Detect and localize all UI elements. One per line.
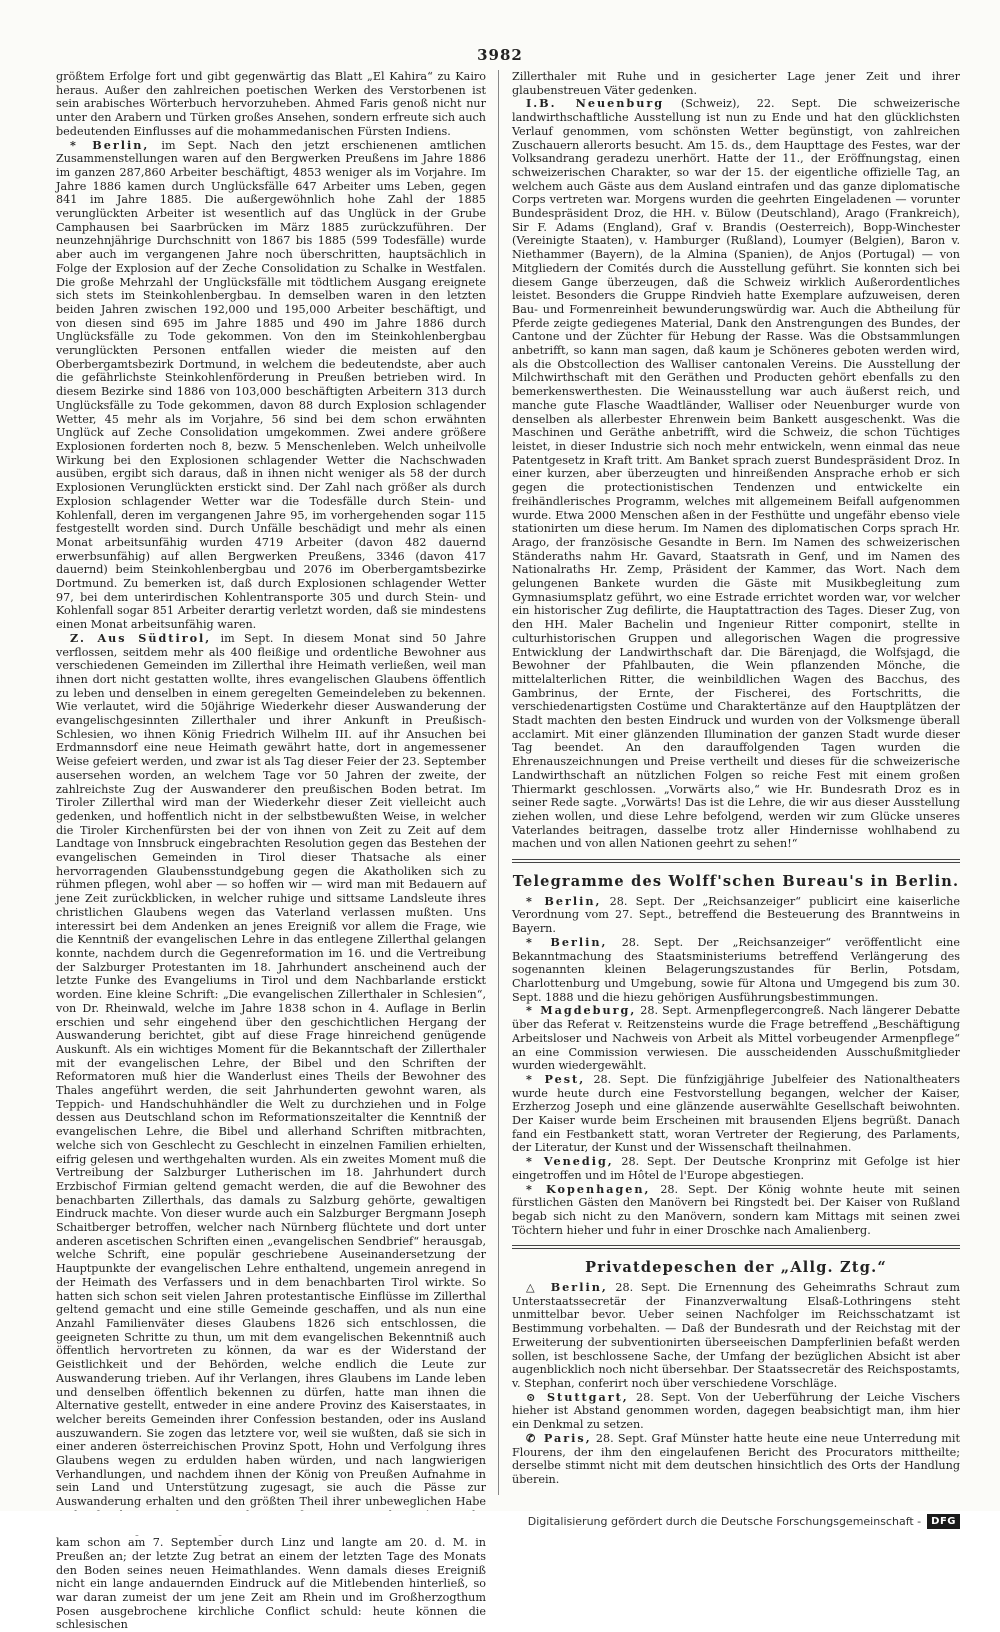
left-column: [56, 70, 486, 1632]
dateline: * Pest,: [526, 1071, 586, 1086]
article-paragraph: [512, 1073, 960, 1155]
article-paragraph: [512, 1004, 960, 1073]
article-paragraph: [56, 632, 486, 1632]
paragraph-text: größtem Erfolge fort und gibt gegenwärtig das Blatt „El Kahira“ zu Kairo heraus. Außer den zahlreichen poetischen Werken des Verstorbenen ist sein arabisches Wörterbuch hervorzuheben. Ahmed Faris genoß nicht nur unter den Arabern und Türken großes Ansehen, sondern erfreute sich auch bedeutenden Einflusses auf die mohammedanischen Fürsten Indiens.: [56, 70, 486, 138]
dfg-logo: DFG: [927, 1514, 960, 1529]
article-paragraph: [512, 1183, 960, 1238]
article-paragraph: [512, 1391, 960, 1432]
paragraph-text: im Sept. Nach den jetzt erschienenen amtlichen Zusammenstellungen waren auf den Bergwerken Preußens im Jahre 1886 im ganzen 287,860 Arbeiter beschäftigt, 4853 weniger als im Vorjahre. Im Jahre 1886 kamen durch Unglücksfälle 647 Arbeiter ums Leben, gegen 841 im Jahre 1885. Die außergewöhnlich hohe Zahl der 1885 verunglückten Arbeiter ist wesentlich auf das Unglück in der Grube Camphausen bei Saarbrücken im März 1885 zurückzuführen. Der neunzehnjährige Durchschnitt von 1867 bis 1885 (599 Todesfälle) wurde aber auch im vergangenen Jahre noch überschritten, hauptsächlich in Folge der Explosion auf der Zeche Consolidation zu Schalke in Westfalen. Die große Mehrzahl der Unglücksfälle mit tödtlichem Ausgang ereignete sich stets im Steinkohlenbergbau. In demselben waren in den letzten beiden Jahren zwischen 192,000 und 195,000 Arbeiter beschäftigt, und von diesen sind 695 im Jahre 1885 und 490 im Jahre 1886 durch Unglücksfälle zu Tode gekommen. Von den im Steinkohlenbergbau verunglückten Personen entfallen wieder die meisten auf den Oberbergamtsbezirk Dortmund, in welchem die bedeutendste, aber auch die gefährlichste Steinkohlenförderung in Preußen betrieben wird. In diesem Bezirke sind 1886 von 103,000 beschäftigten Arbeitern 313 durch Unglücksfälle zu Tode gekommen, davon 88 durch Explosion schlagender Wetter, 45 mehr als im Vorjahre, 56 sind bei dem schon erwähnten Unglück auf Zeche Consolidation umgekommen. Zwei andere größere Explosionen forderten noch 8, bezw. 5 Menschenleben. Welch unheilvolle Wirkung bei den Explosionen schlagender Wetter die Nachschwaden ausüben, ergibt sich daraus, daß in ihnen nicht weniger als 58 der durch Explosionen Verunglückten erstickt sind. Der Zahl nach größer als durch Explosion schlagender Wetter war die Todesfälle durch Stein- und Kohlenfall, deren im vergangenen Jahre 95, im vorhergehenden sogar 115 festgestellt worden sind. Durch Unfälle beschädigt und mehr als einen Monat arbeitsunfähig wurden 4719 Arbeiter (davon 482 dauernd erwerbsunfähig) auf allen Bergwerken Preußens, 3346 (davon 417 dauernd) beim Steinkohlenbergbau und 2076 im Oberbergamtsbezirke Dortmund. Zu bemerken ist, daß durch Explosionen schlagender Wetter 97, bei dem unterirdischen Kohlentransporte 305 und durch Stein- und Kohlenfall sogar 851 Arbeiter derartig verletzt worden, daß sie mindestens einen Monat arbeitsunfähig waren.: [56, 138, 486, 632]
article-paragraph: [512, 1155, 960, 1182]
article-paragraph: [512, 1432, 960, 1487]
dateline: ⊙ Stuttgart,: [526, 1389, 629, 1404]
section-heading: Privatdepeschen der „Allg. Ztg.“: [585, 1259, 887, 1277]
paragraph-text: 28. Sept. Von der Ueberführung der Leiche Vischers hieher ist Abstand genommen worden, dagegen beabsichtigt man, ihm hier ein Denkmal zu setzen.: [512, 1390, 960, 1432]
dateline: ✆ Paris,: [526, 1430, 592, 1445]
paragraph-text: im Sept. In diesem Monat sind 50 Jahre verflossen, seitdem mehr als 400 fleißige und ordentliche Bewohner aus verschiedenen Gemeinden im Zillerthal ihre Heimath verließen, weil man ihnen dort nicht gestatten wollte, ihres evangelischen Glaubens öffentlich zu leben und denselben in einem geregelten Gemeindeleben zu bekennen. Wie verlautet, wird die 50jährige Wiederkehr dieser Auswanderung der evangelischgesinnten Zillerthaler und ihrer Ankunft in Preußisch-Schlesien, wo ihnen König Friedrich Wilhelm III. auf ihr Ansuchen bei Erdmannsdorf eine neue Heimath gewährt hatte, dort in angemessener Weise gefeiert werden, und zwar ist als Tag dieser Feier der 23. September ausersehen worden, an welchem Tage vor 50 Jahren der zweite, der zahlreichste Zug der Auswanderer den preußischen Boden betrat. Im Tiroler Zillerthal wird man der Wiederkehr dieser Zeit vielleicht auch gedenken, und hoffentlich nicht in der selbstbewußten Weise, in welcher die Tiroler Kirchenfürsten bei der von ihnen von Zeit zu Zeit auf dem Landtage von Innsbruck eingebrachten Resolution gegen das Bestehen der evangelischen Gemeinden in Tirol dieser Thatsache als einer hervorragenden Glaubensstundgebung gegen die Akatholiken sich zu rühmen pflegen, wohl aber — so hoffen wir — wird man mit Bedauern auf jene Zeit zurückblicken, in welcher ruhige und sittsame Landsleute ihres christlichen Glaubens wegen das Vaterland verlassen mußten. Uns interessirt bei dem Andenken an jenes Ereigniß vor allem die Frage, wie die Kenntniß der evangelischen Lehre in das entlegene Zillerthal gelangen konnte, nachdem durch die Gegenreformation im 16. und die Vertreibung der Salzburger Protestanten im 18. Jahrhundert anscheinend auch der letzte Funke des Evangeliums in Tirol und dem Nachbarlande erstickt worden. Eine kleine Schrift: „Die evangelischen Zillerthaler in Schlesien“, von Dr. Rheinwald, welche im Jahre 1838 schon in 4. Auflage in Berlin erschien und sehr eingehend über den geschichtlichen Hergang der Auswanderung berichtet, gibt auf diese Frage hinreichend genügende Auskunft. Als ein wichtiges Moment für die Bekanntschaft der Zillerthaler mit der evangelischen Lehre, der Bibel und den Schriften der Reformatoren muß hier die Wanderlust eines Theils der Bewohner des Thales angeführt werden, die seit Jahrhunderten gewohnt waren, als Teppich- und Handschuhhändler die Welt zu durchziehen und in Folge dessen aus Deutschland schon im Reformationszeitalter die Kenntniß der evangelischen Lehre, die Bibel und allerhand Schriften mitbrachten, welche sich von Geschlecht zu Geschlecht in einzelnen Familien erhielten, eifrig gelesen und werthgehalten wurden. Als ein zweites Moment muß die Vertreibung der Salzburger Lutherischen im 18. Jahrhundert durch Erzbischof Firmian geltend gemacht werden, die auf die Bewohner des benachbarten Zillerthals, das damals zu Salzburg gehörte, gewaltigen Eindruck machte. Von dieser wurde auch ein Salzburger Bergmann Joseph Schaitberger betroffen, welcher nach Nürnberg flüchtete und dort unter anderen ascetischen Schriften einen „evangelischen Sendbrief“ herausgab, welche Schrift, eine populär geschriebene Auseinandersetzung der Hauptpunkte der evangelischen Lehre enthaltend, ungemein anregend in der Heimath des Verfassers und in dem benachbarten Tirol wirkte. So hatten sich schon seit vielen Jahren protestantische Einflüsse im Zillerthal geltend gemacht und eine stille Gemeinde geschaffen, und als nun eine Anzahl Familienväter dieses Glaubens 1826 sich entschlossen, die geeigneten Schritte zu thun, um mit dem evangelischen Bekenntniß auch öffentlich hervortreten zu können, da war es der Widerstand der Geistlichkeit und der Behörden, welche endlich die Leute zur Auswanderung trieben. Auf ihr Verlangen, ihres Glaubens im Lande leben und denselben öffentlich bekennen zu dürfen, hatte man ihnen die Alternative gestellt, entweder in eine andere Provinz des Kaiserstaates, in welcher bereits Gemeinden ihrer Confession bestanden, oder ins Ausland auszuwandern. Sie zogen das letztere vor, weil sie wußten, daß sie sich in einer anderen österreichischen Provinz Spott, Hohn und Verfolgung ihres Glaubens wegen zu erdulden haben würden, und nach langwierigen Verhandlungen, und nachdem ihnen der König von Preußen Aufnahme in sein Land und Unterstützung zugesagt, sie auch die Pässe zur Auswanderung erhalten und den größten Theil ihrer unbeweglichen Habe kam schon am 7. September durch Linz und langte am 20. d. M. in Preußen an; der letzte Zug betrat an einem der letzten Tage des Monats den Boden seines neuen Heimathlandes. Wenn damals dieses Ereigniß nicht ein lange andauernden Eindruck auf die Mitlebenden hinterließ, so war daran zumeist der um jene Zeit am Rhein und im Großherzogthum Posen ausgebrochene kirchliche Conflict schuld: heute können die schlesischen: [56, 631, 486, 1632]
paragraph-text: 28. Sept. Die Ernennung des Geheimraths Schraut zum Unterstaatssecretär der Finanzverwaltung Elsaß-Lothringens steht unmittelbar bevor. Ueber seinen Nachfolger im Reichsschatzamt ist Bestimmung vorbehalten. — Daß der Bundesrath und der Reichstag mit der Erweiterung der subventionirten überseeischen Dampferlinien befaßt werden sollen, ist beschlossene Sache, der Umfang der bezüglichen Absicht ist aber augenblicklich noch nicht übersehbar. Der Staatssecretär des Reichspostamts, v. Stephan, conferirt noch über verschiedene Vorschläge.: [512, 1281, 960, 1390]
paragraph-text: Zillerthaler mit Ruhe und in gesicherter Lage jener Zeit und ihrer glaubenstreuen Väter gedenken.: [512, 70, 960, 97]
column-divider: [498, 70, 499, 1495]
dateline: * Kopenhagen,: [526, 1181, 651, 1196]
paragraph-text: 28. Sept. Der „Reichsanzeiger“ publicirt eine kaiserliche Verordnung vom 27. Sept., betreffend die Besteuerung des Branntweins in Bayern.: [512, 894, 960, 936]
paragraph-text: 28. Sept. Der „Reichsanzeiger“ veröffentlicht eine Bekanntmachung des Staatsministeriums betreffend Verlängerung des sogenannten kleinen Belagerungszustandes für Berlin, Potsdam, Charlottenburg und Umgebung, sowie für Altona und Umgegend bis zum 30. Sept. 1888 und die hiezu gehörigen Ausführungsbestimmungen.: [512, 935, 961, 1004]
dateline: * Venedig,: [526, 1154, 614, 1169]
article-paragraph: [512, 97, 960, 851]
dateline: I.B. Neuenburg: [526, 96, 665, 111]
section-heading: Telegramme des Wolff'schen Bureau's in Berlin.: [512, 873, 960, 891]
dateline: △ Berlin,: [526, 1280, 608, 1295]
article-paragraph: [56, 139, 486, 632]
section-rule: [512, 1245, 960, 1246]
article-paragraph: [56, 70, 486, 139]
dateline: Z. Aus Südtirol,: [70, 630, 212, 645]
dateline: * Berlin,: [526, 893, 602, 908]
paragraph-text: 28. Sept. Der König wohnte heute mit seinen fürstlichen Gästen den Manövern bei Ringstedt bei. Der Kaiser von Rußland begab sich nicht zu den Manövern, sondern kam Mittags mit seinen zwei Töchtern hieher und fuhr in einer Droschke nach Amalienberg.: [512, 1182, 960, 1237]
article-paragraph: [512, 70, 960, 97]
section-rule: [512, 1248, 960, 1249]
dateline: * Berlin,: [70, 137, 150, 152]
footer: [528, 1514, 960, 1529]
section-rule: [512, 859, 960, 860]
article-paragraph: [512, 936, 960, 1005]
paragraph-text: 28. Sept. Der Deutsche Kronprinz mit Gefolge ist hier eingetroffen und im Hôtel de l'Europe abgestiegen.: [512, 1155, 961, 1182]
paragraph-text: 28. Sept. Graf Münster hatte heute eine neue Unterredung mit Flourens, der ihm den eingelaufenen Bericht des Procurators mittheilte; derselbe stimmt nicht mit dem deutschen hinsichtlich des Orts der Handlung überein.: [512, 1431, 960, 1486]
section-rule: [512, 862, 960, 863]
article-paragraph: [512, 1281, 960, 1391]
dateline: * Magdeburg,: [526, 1003, 637, 1018]
article-paragraph: [512, 895, 960, 936]
dateline: * Berlin,: [526, 934, 608, 949]
paragraph-text: 28. Sept. Armenpflegercongreß. Nach längerer Debatte über das Referat v. Reitzensteins wurde die Frage betreffend „Beschäftigung Arbeitsloser und Nachweis von Arbeit als Mittel vorbeugender Armenpflege“ an eine Commission verwiesen. Die ausscheidenden Ausschußmitglieder wurden wiedergewählt.: [512, 1004, 960, 1073]
paragraph-text: 28. Sept. Die fünfzigjährige Jubelfeier des Nationaltheaters wurde heute durch eine Festvorstellung begangen, welcher der Kaiser, Erzherzog Joseph und eine glänzende auserwählte Gesellschaft beiwohnten. Der Kaiser wurde beim Erscheinen mit brausenden Eljens begrüßt. Danach fand ein Festbankett statt, woran Vertreter der Regierung, des Parlaments, der Literatur, der Kunst und der Wissenschaft theilnahmen.: [512, 1072, 960, 1155]
right-column: [512, 70, 960, 1495]
paragraph-text: (Schweiz), 22. Sept. Die schweizerische landwirthschaftliche Ausstellung ist nun zu Ende und hat den glücklichsten Verlauf genommen, vom schönsten Wetter begünstigt, von zahlreichen Zuschauern allerorts besucht. Am 15. ds., dem Haupttage des Festes, war der Volksandrang geradezu unerhört. Hatte der 11., der Eröffnungstag, einen schweizerischen Charakter, so war der 15. der eigentliche offizielle Tag, an welchem auch Gäste aus dem Ausland eintrafen und das ganze diplomatische Corps vertreten war. Morgens wurden die geehrten Eingeladenen — vorunter Bundespräsident Droz, die HH. v. Bülow (Deutschland), Arago (Frankreich), Sir F. Adams (England), Graf v. Brandis (Oesterreich), Bopp-Winchester (Vereinigte Staaten), v. Hamburger (Rußland), Loumyer (Belgien), Baron v. Niethammer (Bayern), de la Almina (Spanien), de Anjos (Portugal) — von Mitgliedern der Comités durch die Ausstellung geführt. Sie konnten sich bei diesem Gange überzeugen, daß die Schweiz wirklich Außerordentliches leistet. Besonders die Gruppe Rindvieh hatte Exemplare aufzuweisen, deren Bau- und Formenreinheit bewunderungswürdig war. Auch die Abtheilung für Pferde zeigte gediegenes Material, Dank den Anstrengungen des Bundes, der Cantone und der Züchter für Hebung der Rasse. Was die Obstsammlungen anbetrifft, so kann man sagen, daß kaum je Schöneres geboten werden wird, als die Obstcollection des Walliser cantonalen Vereins. Die Ausstellung der Milchwirthschaft mit den Geräthen und Producten gehört ebenfalls zu den bemerkenswerthesten. Die Weinausstellung war auch äußerst reich, und manche gute Flasche Waadtländer, Walliser oder Neuenburger wurde von denselben als allerbester Ehrenwein beim Bankett ausgeschenkt. Was die Maschinen und Geräthe anbetrifft, wird die Schweiz, die schon Tüchtiges leistet, in dieser Industrie sich noch mehr entwickeln, wenn einmal das neue Patentgesetz in Kraft tritt. Am Banket sprach zuerst Bundespräsident Droz. In einer kurzen, aber überzeugten und hinreißenden Ansprache erhob er sich gegen die protectionistischen Tendenzen und entwickelte ein freihändlerisches Programm, welches mit allgemeinem Beifall aufgenommen wurde. Etwa 2000 Menschen aßen in der Festhütte und ungefähr ebenso viele stationirten um diese herum. Im Namen des diplomatischen Corps sprach Hr. Arago, der französische Gesandte in Bern. Im Namen des schweizerischen Ständeraths nahm Hr. Gavard, Staatsrath in Genf, und im Namen des Nationalraths Hr. Zemp, Präsident der Kammer, das Wort. Nach dem gelungenen Bankete wurden die Gäste mit Musikbegleitung zum Gymnasiumsplatz geführt, wo eine Estrade errichtet worden war, vor welcher ein historischer Zug defilirte, die Hauptattraction des Tages. Dieser Zug, von den HH. Maler Bachelin und Ingenieur Ritter componirt, stellte in culturhistorischen Gruppen und allegorischen Wagen die progressive Entwicklung der Landwirthschaft dar. Die Bärenjagd, die Wolfsjagd, die Bewohner der Pfahlbauten, die Wein pflanzenden Mönche, die mittelalterlichen Ritter, die weinbildlichen Wagen des Bacchus, des Gambrinus, der Ernte, der Fischerei, des Fortschritts, die verschiedenartigsten Costüme und Charaktertänze auf den Hauptplätzen der Stadt machten den besten Eindruck und wurden von der Volksmenge überall acclamirt. Mit einer glänzenden Illumination der ganzen Stadt wurde dieser Tag beendet. An den darauffolgenden Tagen wurden die Ehrenauszeichnungen und Preise vertheilt und dieses für die schweizerische Landwirthschaft an nützlichen Folgen so reiche Fest mit einem großen Thiermarkt geschlossen. „Vorwärts also,“ wie Hr. Bundesrath Droz es in seiner Rede sagte. „Vorwärts! Das ist die Lehre, die wir aus dieser Ausstellung ziehen wollen, und diese Lehre befolgend, werden wir zum Glücke unseres Vaterlandes beitragen, dasselbe trotz aller Hindernisse wohlhabend zu machen und von allen Nationen geehrt zu sehen!“: [512, 97, 961, 851]
footer-credit: Digitalisierung gefördert durch die Deutsche Forschungsgemeinschaft -: [527, 1515, 922, 1528]
page-number: 3982: [477, 46, 523, 64]
